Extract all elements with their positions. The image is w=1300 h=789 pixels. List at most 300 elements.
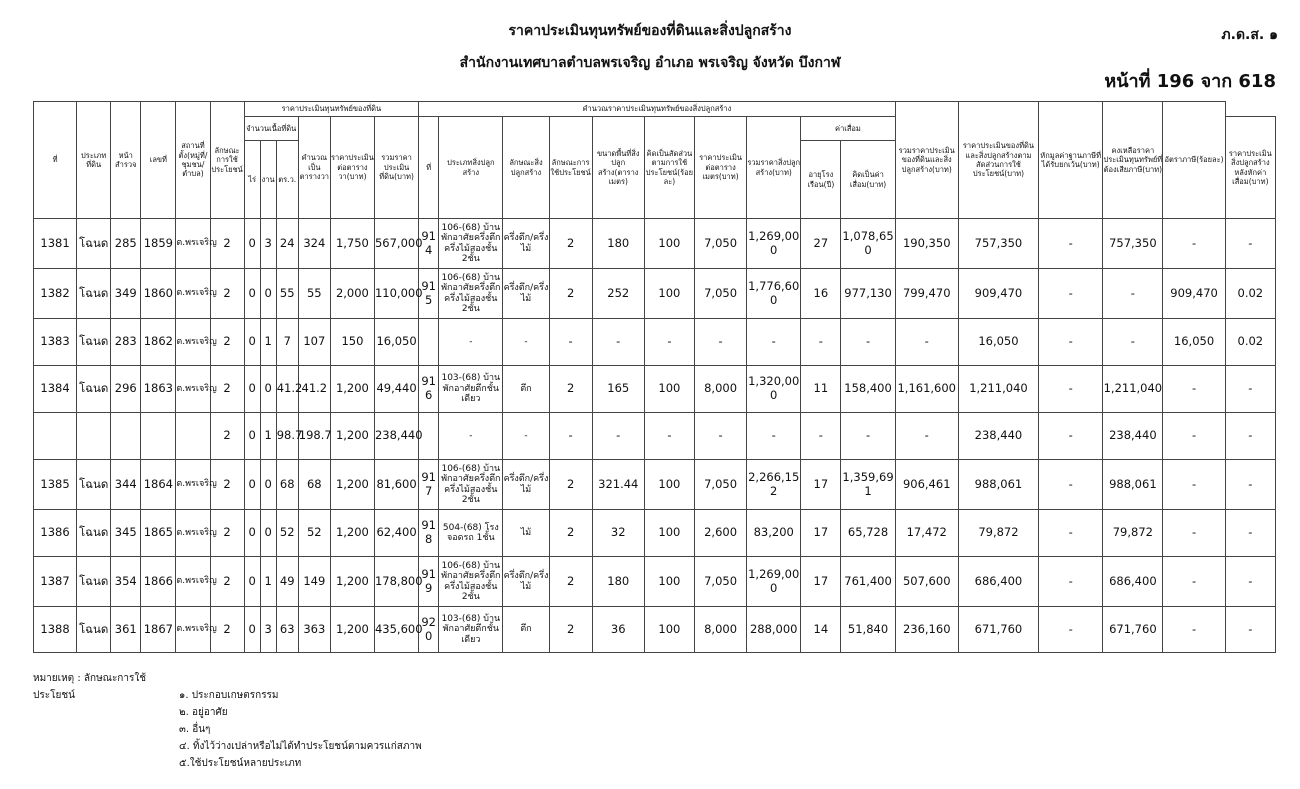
cell-no: 1381 [34, 219, 77, 269]
cell-b-net: 507,600 [895, 557, 958, 607]
col-remain: คงเหลือราคาประเมินทุนทรัพย์ที่ต้องเสียภาษี(บาท) [1103, 102, 1163, 219]
cell-area-sqwa: 198.7 [298, 413, 330, 460]
col-building-price: ราคาประเมินต่อตารางเมตร(บาท) [694, 117, 746, 219]
cell-b-type: - [439, 319, 503, 366]
cell-area-sqwa: 324 [298, 219, 330, 269]
cell-doc-type: โฉนด [77, 219, 111, 269]
cell-b-pct: 100 [644, 510, 694, 557]
cell-partial: - [1039, 219, 1103, 269]
cell-area-sqwa: 55 [298, 269, 330, 319]
notes-item: ๕.ใช้ประโยชน์หลายประเภท [179, 758, 302, 769]
cell-partial: - [1039, 366, 1103, 413]
cell-tax-rate: - [1225, 219, 1275, 269]
cell-b-pct: 100 [644, 607, 694, 653]
cell-b-type: 106-(68) บ้านพักอาศัยครึ่งตึกครึ่งไม้สองชั้น 2ชั้น [439, 557, 503, 607]
cell-tax-rate: 0.02 [1225, 269, 1275, 319]
cell-land-total: 81,600 [374, 460, 418, 510]
cell-exempt: 988,061 [1103, 460, 1163, 510]
cell-b-pct: 100 [644, 366, 694, 413]
cell-location: ต.พรเจริญ [176, 460, 210, 510]
cell-ngan: 3 [260, 219, 276, 269]
cell-partial: - [1039, 413, 1103, 460]
cell-doc-type: โฉนด [77, 460, 111, 510]
page-number: หน้าที่ 196 จาก 618 [1104, 71, 1276, 92]
col-tax-rate: อัตราภาษี(ร้อยละ) [1163, 102, 1225, 219]
cell-partial: - [1039, 460, 1103, 510]
report-subtitle: สำนักงานเทศบาลตำบลพรเจริญ อำเภอ พรเจริญ จังหวัด บึงกาฬ [459, 55, 841, 71]
cell-b-net: - [895, 319, 958, 366]
cell-survey-page: 285 [111, 219, 141, 269]
cell-b-no: 918 [419, 510, 439, 557]
cell-tax-rate: 0.02 [1225, 319, 1275, 366]
cell-doc-type: โฉนด [77, 607, 111, 653]
cell-partial: - [1039, 607, 1103, 653]
cell-no [34, 413, 77, 460]
cell-ngan: 1 [260, 413, 276, 460]
cell-b-usage: 2 [549, 460, 592, 510]
cell-location: ต.พรเจริญ [176, 557, 210, 607]
cell-b-no: 914 [419, 219, 439, 269]
cell-doc-type: โฉนด [77, 557, 111, 607]
cell-b-area: 180 [592, 219, 644, 269]
cell-remain: - [1163, 366, 1225, 413]
cell-price-sqwa: 150 [330, 319, 374, 366]
cell-no: 1382 [34, 269, 77, 319]
cell-sqwa: 7 [276, 319, 298, 366]
cell-doc-no: 1862 [141, 319, 176, 366]
cell-grand-total: 1,211,040 [958, 366, 1038, 413]
cell-ngan: 1 [260, 557, 276, 607]
cell-usage: 2 [210, 557, 244, 607]
cell-survey-page [111, 413, 141, 460]
cell-b-area: 36 [592, 607, 644, 653]
col-area-sqwa: คำนวณเป็นตารางวา [298, 117, 330, 219]
cell-b-kind: - [503, 319, 549, 366]
cell-rai: 0 [244, 607, 260, 653]
cell-doc-type: โฉนด [77, 510, 111, 557]
cell-area-sqwa: 363 [298, 607, 330, 653]
col-sqwa: ตร.ว. [276, 141, 298, 219]
cell-b-kind: ครึ่งตึก/ครึ่งไม้ [503, 269, 549, 319]
table-row [34, 319, 1276, 366]
cell-b-age: 14 [801, 607, 841, 653]
cell-partial: - [1039, 269, 1103, 319]
cell-area-sqwa: 52 [298, 510, 330, 557]
cell-doc-no [141, 413, 176, 460]
cell-land-total: 238,440 [374, 413, 418, 460]
cell-grand-total: 909,470 [958, 269, 1038, 319]
col-price-sqwa: ราคาประเมินต่อตารางวา(บาท) [330, 117, 374, 219]
col-building-no: ที่ [419, 117, 439, 219]
col-building-dep: คิดเป็นค่าเสื่อม(บาท) [841, 141, 895, 219]
col-rai: ไร่ [244, 141, 260, 219]
cell-usage: 2 [210, 460, 244, 510]
cell-usage: 2 [210, 510, 244, 557]
cell-land-total: 49,440 [374, 366, 418, 413]
col-building-age: อายุโรงเรือน(ปี) [801, 141, 841, 219]
cell-partial: - [1039, 319, 1103, 366]
cell-location: ต.พรเจริญ [176, 366, 210, 413]
cell-b-no [419, 319, 439, 366]
cell-b-price: 8,000 [694, 607, 746, 653]
col-usage: ลักษณะการใช้ประโยชน์ [210, 102, 244, 219]
cell-doc-type: โฉนด [77, 366, 111, 413]
cell-sqwa: 24 [276, 219, 298, 269]
cell-sqwa: 41.2 [276, 366, 298, 413]
cell-exempt: 671,760 [1103, 607, 1163, 653]
cell-price-sqwa: 1,200 [330, 510, 374, 557]
cell-b-usage: 2 [549, 269, 592, 319]
cell-price-sqwa: 1,200 [330, 413, 374, 460]
cell-doc-no: 1865 [141, 510, 176, 557]
cell-tax-rate: - [1225, 607, 1275, 653]
col-building-usage: ลักษณะการใช้ประโยชน์ [549, 117, 592, 219]
cell-b-kind: ครึ่งตึก/ครึ่งไม้ [503, 219, 549, 269]
cell-b-pct: - [644, 319, 694, 366]
cell-exempt: 757,350 [1103, 219, 1163, 269]
cell-b-total: 1,269,000 [747, 219, 801, 269]
cell-exempt: - [1103, 269, 1163, 319]
cell-partial: - [1039, 557, 1103, 607]
cell-land-total: 62,400 [374, 510, 418, 557]
cell-land-total: 178,800 [374, 557, 418, 607]
notes-item: ๑. ประกอบเกษตรกรรม [179, 690, 279, 701]
cell-b-dep: 1,078,650 [841, 219, 895, 269]
cell-b-price: 2,600 [694, 510, 746, 557]
cell-doc-type: โฉนด [77, 269, 111, 319]
cell-b-kind: ไม้ [503, 510, 549, 557]
col-survey-page: หน้าสำรวจ [111, 102, 141, 219]
cell-usage: 2 [210, 219, 244, 269]
cell-location: ต.พรเจริญ [176, 510, 210, 557]
cell-rai: 0 [244, 460, 260, 510]
cell-b-no: 916 [419, 366, 439, 413]
cell-doc-no: 1864 [141, 460, 176, 510]
cell-b-total: - [747, 413, 801, 460]
cell-grand-total: 757,350 [958, 219, 1038, 269]
cell-doc-type [77, 413, 111, 460]
col-building-type: ประเภทสิ่งปลูกสร้าง [439, 117, 503, 219]
cell-sqwa: 68 [276, 460, 298, 510]
cell-price-sqwa: 1,200 [330, 366, 374, 413]
cell-b-total: 1,320,000 [747, 366, 801, 413]
cell-b-age: - [801, 413, 841, 460]
form-code: ภ.ด.ส. ๑ [1221, 27, 1278, 43]
cell-rai: 0 [244, 366, 260, 413]
cell-b-pct: - [644, 413, 694, 460]
cell-b-age: 16 [801, 269, 841, 319]
cell-b-usage: 2 [549, 219, 592, 269]
cell-usage: 2 [210, 319, 244, 366]
cell-b-price: - [694, 319, 746, 366]
col-exempt: หักมูลค่าฐานภาษีที่ได้รับยกเว้น(บาท) [1039, 102, 1103, 219]
cell-sqwa: 63 [276, 607, 298, 653]
cell-b-pct: 100 [644, 460, 694, 510]
cell-no: 1383 [34, 319, 77, 366]
table-row [34, 557, 1276, 607]
cell-sqwa: 98.7 [276, 413, 298, 460]
cell-tax-rate: - [1225, 413, 1275, 460]
cell-b-net: 190,350 [895, 219, 958, 269]
cell-partial: - [1039, 510, 1103, 557]
cell-sqwa: 49 [276, 557, 298, 607]
cell-land-total: 567,000 [374, 219, 418, 269]
cell-survey-page: 361 [111, 607, 141, 653]
cell-usage: 2 [210, 366, 244, 413]
cell-b-total: 83,200 [747, 510, 801, 557]
cell-b-dep: 761,400 [841, 557, 895, 607]
cell-b-total: 288,000 [747, 607, 801, 653]
cell-b-type: 103-(68) บ้านพักอาศัยตึกชั้นเดียว [439, 366, 503, 413]
col-no: ที่ [34, 102, 77, 219]
report-title: ราคาประเมินทุนทรัพย์ของที่ดินและสิ่งปลูกสร้าง [508, 23, 792, 39]
cell-b-no: 917 [419, 460, 439, 510]
cell-grand-total: 79,872 [958, 510, 1038, 557]
cell-b-age: 17 [801, 510, 841, 557]
cell-b-net: 1,161,600 [895, 366, 958, 413]
cell-no: 1384 [34, 366, 77, 413]
cell-b-pct: 100 [644, 219, 694, 269]
cell-b-total: 1,776,600 [747, 269, 801, 319]
cell-price-sqwa: 1,750 [330, 219, 374, 269]
cell-grand-total: 16,050 [958, 319, 1038, 366]
cell-b-total: 2,266,152 [747, 460, 801, 510]
group-land-area: จำนวนเนื้อที่ดิน [244, 117, 298, 141]
col-grand-total: รวมราคาประเมินของที่ดินและสิ่งปลูกสร้าง(บาท) [895, 102, 958, 219]
cell-grand-total: 686,400 [958, 557, 1038, 607]
cell-b-usage: - [549, 319, 592, 366]
cell-survey-page: 345 [111, 510, 141, 557]
cell-grand-total: 988,061 [958, 460, 1038, 510]
cell-b-age: 11 [801, 366, 841, 413]
cell-b-kind: ครึ่งตึก/ครึ่งไม้ [503, 557, 549, 607]
table-row [34, 366, 1276, 413]
cell-b-kind: - [503, 413, 549, 460]
cell-b-price: 7,050 [694, 460, 746, 510]
cell-price-sqwa: 1,200 [330, 460, 374, 510]
cell-no: 1385 [34, 460, 77, 510]
cell-b-area: 165 [592, 366, 644, 413]
cell-area-sqwa: 107 [298, 319, 330, 366]
table-row [34, 510, 1276, 557]
col-building-pct: คิดเป็นสัดส่วนตามการใช้ประโยชน์(ร้อยละ) [644, 117, 694, 219]
cell-b-dep: 1,359,691 [841, 460, 895, 510]
cell-b-dep: 51,840 [841, 607, 895, 653]
cell-b-price: 8,000 [694, 366, 746, 413]
cell-b-no: 915 [419, 269, 439, 319]
cell-b-total: - [747, 319, 801, 366]
cell-b-kind: ตึก [503, 366, 549, 413]
cell-exempt: 79,872 [1103, 510, 1163, 557]
cell-survey-page: 349 [111, 269, 141, 319]
cell-no: 1388 [34, 607, 77, 653]
cell-b-total: 1,269,000 [747, 557, 801, 607]
cell-b-kind: ครึ่งตึก/ครึ่งไม้ [503, 460, 549, 510]
cell-usage: 2 [210, 607, 244, 653]
cell-doc-no: 1867 [141, 607, 176, 653]
cell-ngan: 0 [260, 366, 276, 413]
table-body [34, 219, 1276, 653]
notes-item: ๔. ทิ้งไว้ว่างเปล่าหรือไม่ได้ทำประโยชน์ตามควรแก่สภาพ [179, 741, 422, 752]
cell-exempt: - [1103, 319, 1163, 366]
cell-rai: 0 [244, 319, 260, 366]
cell-b-net: 236,160 [895, 607, 958, 653]
col-location: สถานที่ตั้ง(หมู่ที่/ชุมชน/ตำบล) [176, 102, 210, 219]
cell-b-usage: 2 [549, 607, 592, 653]
cell-b-dep: 977,130 [841, 269, 895, 319]
table-row [34, 219, 1276, 269]
cell-rai: 0 [244, 413, 260, 460]
cell-survey-page: 344 [111, 460, 141, 510]
col-doc-no: เลขที่ [141, 102, 176, 219]
cell-grand-total: 238,440 [958, 413, 1038, 460]
cell-b-age: 27 [801, 219, 841, 269]
cell-b-age: - [801, 319, 841, 366]
cell-rai: 0 [244, 557, 260, 607]
cell-exempt: 238,440 [1103, 413, 1163, 460]
cell-exempt: 686,400 [1103, 557, 1163, 607]
cell-b-dep: 158,400 [841, 366, 895, 413]
cell-b-pct: 100 [644, 557, 694, 607]
cell-survey-page: 354 [111, 557, 141, 607]
cell-b-area: 252 [592, 269, 644, 319]
cell-b-price: 7,050 [694, 557, 746, 607]
cell-price-sqwa: 1,200 [330, 607, 374, 653]
cell-doc-type: โฉนด [77, 319, 111, 366]
cell-tax-rate: - [1225, 557, 1275, 607]
cell-remain: - [1163, 510, 1225, 557]
cell-b-age: 17 [801, 460, 841, 510]
cell-remain: - [1163, 460, 1225, 510]
col-ngan: งาน [260, 141, 276, 219]
cell-b-type: 106-(68) บ้านพักอาศัยครึ่งตึกครึ่งไม้สองชั้น 2ชั้น [439, 460, 503, 510]
group-land: ราคาประเมินทุนทรัพย์ของที่ดิน [244, 102, 419, 117]
cell-area-sqwa: 149 [298, 557, 330, 607]
cell-area-sqwa: 41.2 [298, 366, 330, 413]
cell-doc-no: 1860 [141, 269, 176, 319]
cell-location [176, 413, 210, 460]
group-building: คำนวณราคาประเมินทุนทรัพย์ของสิ่งปลูกสร้าง [419, 102, 895, 117]
cell-survey-page: 296 [111, 366, 141, 413]
cell-usage: 2 [210, 269, 244, 319]
cell-rai: 0 [244, 269, 260, 319]
cell-sqwa: 55 [276, 269, 298, 319]
cell-b-net: 17,472 [895, 510, 958, 557]
col-building-kind: ลักษณะสิ่งปลูกสร้าง [503, 117, 549, 219]
notes-item: ๓. อื่นๆ [179, 724, 211, 735]
cell-b-price: 7,050 [694, 269, 746, 319]
table-row [34, 413, 1276, 460]
cell-ngan: 1 [260, 319, 276, 366]
assessment-table [33, 101, 1276, 653]
cell-land-total: 16,050 [374, 319, 418, 366]
cell-ngan: 0 [260, 269, 276, 319]
cell-remain: - [1163, 607, 1225, 653]
cell-rai: 0 [244, 510, 260, 557]
col-partial: ราคาประเมินของที่ดินและสิ่งปลูกสร้างตามสัดส่วนการใช้ประโยชน์(บาท) [958, 102, 1038, 219]
cell-b-price: 7,050 [694, 219, 746, 269]
notes-section [33, 670, 422, 772]
cell-usage: 2 [210, 413, 244, 460]
cell-remain: - [1163, 219, 1225, 269]
cell-b-area: - [592, 413, 644, 460]
cell-b-kind: ตึก [503, 607, 549, 653]
cell-b-age: 17 [801, 557, 841, 607]
cell-ngan: 0 [260, 460, 276, 510]
cell-location: ต.พรเจริญ [176, 219, 210, 269]
cell-remain: 16,050 [1163, 319, 1225, 366]
cell-b-usage: 2 [549, 366, 592, 413]
notes-item: ๒. อยู่อาศัย [179, 707, 228, 718]
cell-b-net: 906,461 [895, 460, 958, 510]
cell-land-total: 110,000 [374, 269, 418, 319]
cell-remain: - [1163, 557, 1225, 607]
cell-ngan: 3 [260, 607, 276, 653]
cell-b-type: 103-(68) บ้านพักอาศัยตึกชั้นเดียว [439, 607, 503, 653]
cell-location: ต.พรเจริญ [176, 607, 210, 653]
cell-no: 1387 [34, 557, 77, 607]
cell-tax-rate: - [1225, 510, 1275, 557]
cell-b-area: 180 [592, 557, 644, 607]
cell-b-dep: - [841, 319, 895, 366]
table-row [34, 269, 1276, 319]
cell-rai: 0 [244, 219, 260, 269]
cell-b-no: 919 [419, 557, 439, 607]
cell-location: ต.พรเจริญ [176, 269, 210, 319]
cell-tax-rate: - [1225, 460, 1275, 510]
cell-location: ต.พรเจริญ [176, 319, 210, 366]
cell-b-type: 106-(68) บ้านพักอาศัยครึ่งตึกครึ่งไม้สองชั้น 2ชั้น [439, 219, 503, 269]
cell-b-type: - [439, 413, 503, 460]
col-land-total: รวมราคาประเมินที่ดิน(บาท) [374, 117, 418, 219]
cell-b-area: 32 [592, 510, 644, 557]
table-row [34, 607, 1276, 653]
cell-b-type: 106-(68) บ้านพักอาศัยครึ่งตึกครึ่งไม้สองชั้น 2ชั้น [439, 269, 503, 319]
cell-b-usage: - [549, 413, 592, 460]
cell-b-price: - [694, 413, 746, 460]
cell-no: 1386 [34, 510, 77, 557]
cell-b-area: 321.44 [592, 460, 644, 510]
cell-doc-no: 1863 [141, 366, 176, 413]
cell-area-sqwa: 68 [298, 460, 330, 510]
notes-label: หมายเหตุ : ลักษณะการใช้ประโยชน์ [33, 673, 147, 701]
cell-b-net: - [895, 413, 958, 460]
cell-b-no: 920 [419, 607, 439, 653]
cell-sqwa: 52 [276, 510, 298, 557]
cell-price-sqwa: 2,000 [330, 269, 374, 319]
cell-b-type: 504-(68) โรงจอดรถ 1ชั้น [439, 510, 503, 557]
cell-b-pct: 100 [644, 269, 694, 319]
cell-b-net: 799,470 [895, 269, 958, 319]
cell-b-usage: 2 [549, 557, 592, 607]
cell-b-dep: 65,728 [841, 510, 895, 557]
col-building-area: ขนาดพื้นที่สิ่งปลูกสร้าง(ตารางเมตร) [592, 117, 644, 219]
cell-b-area: - [592, 319, 644, 366]
cell-b-dep: - [841, 413, 895, 460]
col-building-total: รวมราคาสิ่งปลูกสร้าง(บาท) [747, 117, 801, 219]
col-building-net: ราคาประเมินสิ่งปลูกสร้างหลังหักค่าเสื่อม(บาท) [1225, 117, 1275, 219]
col-doc-type: ประเภทที่ดิน [77, 102, 111, 219]
cell-grand-total: 671,760 [958, 607, 1038, 653]
cell-doc-no: 1859 [141, 219, 176, 269]
cell-remain: - [1163, 413, 1225, 460]
cell-price-sqwa: 1,200 [330, 557, 374, 607]
cell-survey-page: 283 [111, 319, 141, 366]
cell-b-usage: 2 [549, 510, 592, 557]
cell-land-total: 435,600 [374, 607, 418, 653]
cell-exempt: 1,211,040 [1103, 366, 1163, 413]
group-depreciation: ค่าเสื่อม [801, 117, 895, 141]
